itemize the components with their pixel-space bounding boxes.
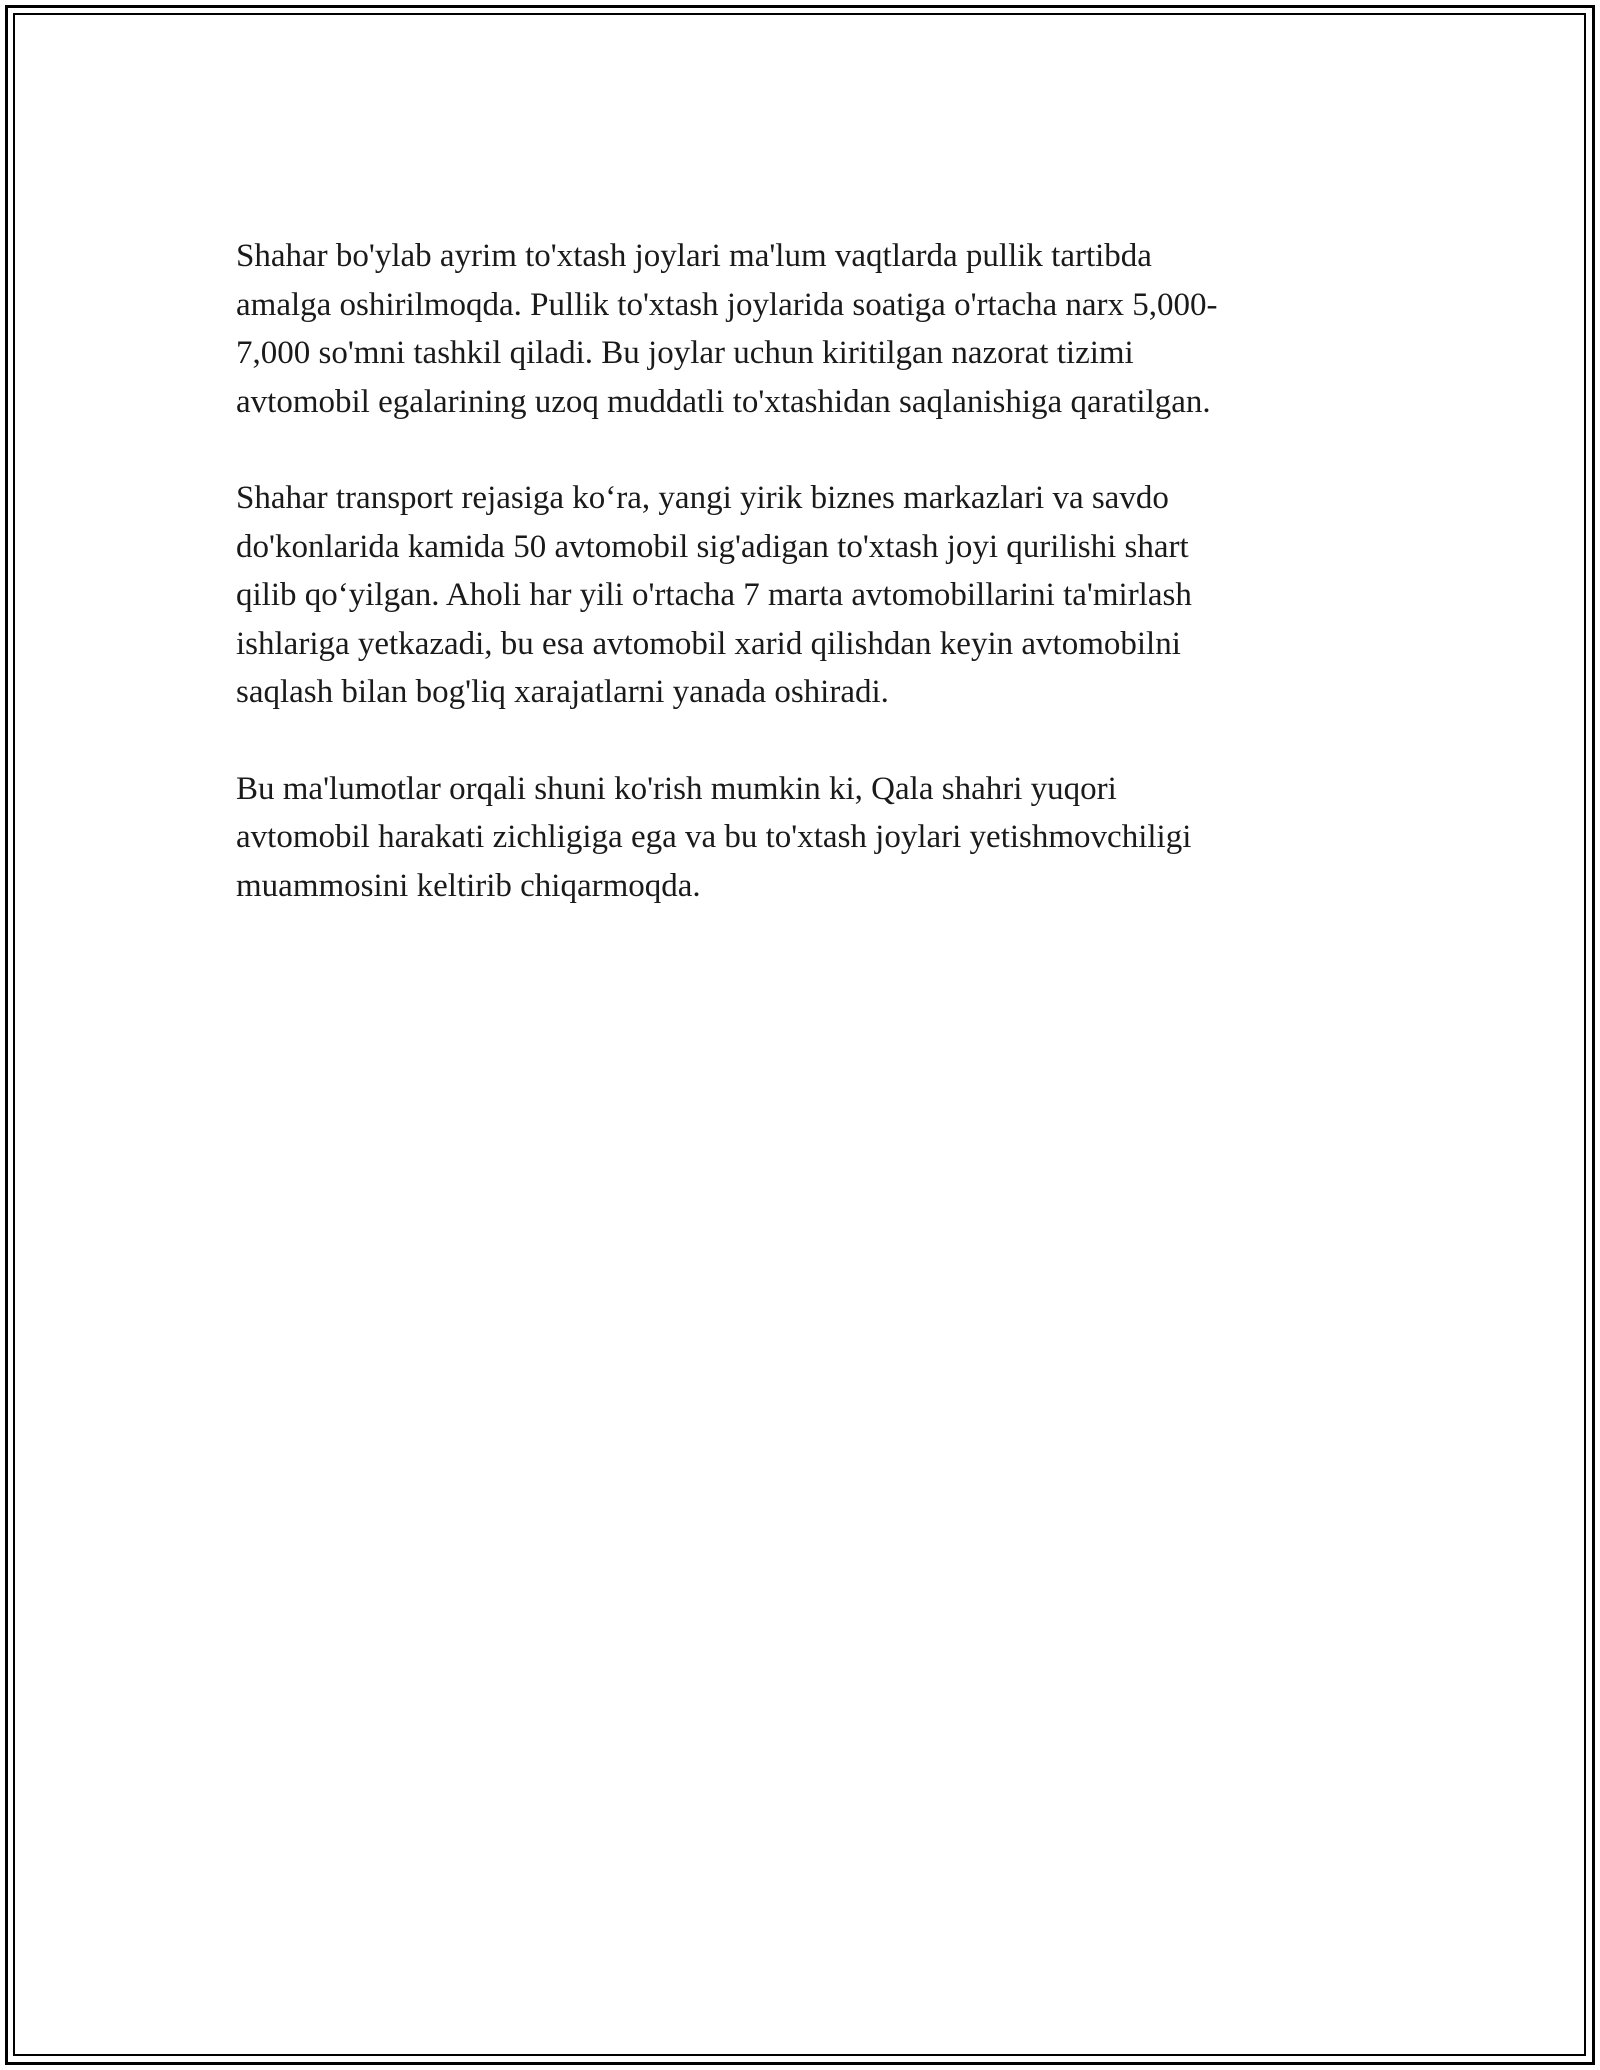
document-body xyxy=(236,232,1366,958)
text-line: Bu ma'lumotlar orqali shuni ko'rish mumkin ki, Qala shahri yuqori xyxy=(236,770,1117,807)
text-line: saqlash bilan bog'liq xarajatlarni yanada oshiradi. xyxy=(236,674,889,710)
text-line: amalga oshirilmoqda. Pullik to'xtash joylarida soatiga o'rtacha narx 5,000- xyxy=(236,286,1218,323)
text-line: do'konlarida kamida 50 avtomobil sig'adigan to'xtash joyi qurilishi shart xyxy=(236,528,1189,565)
text-line: Shahar transport rejasiga ko‘ra, yangi yirik biznes markazlari va savdo xyxy=(236,480,1169,516)
text-line: avtomobil harakati zichligiga ega va bu to'xtash joylari yetishmovchiligi xyxy=(236,819,1192,855)
paragraph-1 xyxy=(236,232,1366,426)
text-line: muammosini keltirib chiqarmoqda. xyxy=(236,867,701,904)
text-line: avtomobil egalarining uzoq muddatli to'xtashidan saqlanishiga qaratilgan. xyxy=(236,383,1211,420)
text-line: Shahar bo'ylab ayrim to'xtash joylari ma'lum vaqtlarda pullik tartibda xyxy=(236,238,1152,274)
text-line: 7,000 so'mni tashkil qiladi. Bu joylar uchun kiritilgan nazorat tizimi xyxy=(236,335,1134,371)
text-line: ishlariga yetkazadi, bu esa avtomobil xarid qilishdan keyin avtomobilni xyxy=(236,625,1181,662)
paragraph-2 xyxy=(236,474,1366,717)
paragraph-3 xyxy=(236,765,1366,911)
text-line: qilib qo‘yilgan. Aholi har yili o'rtacha 7 marta avtomobillarini ta'mirlash xyxy=(236,577,1192,613)
